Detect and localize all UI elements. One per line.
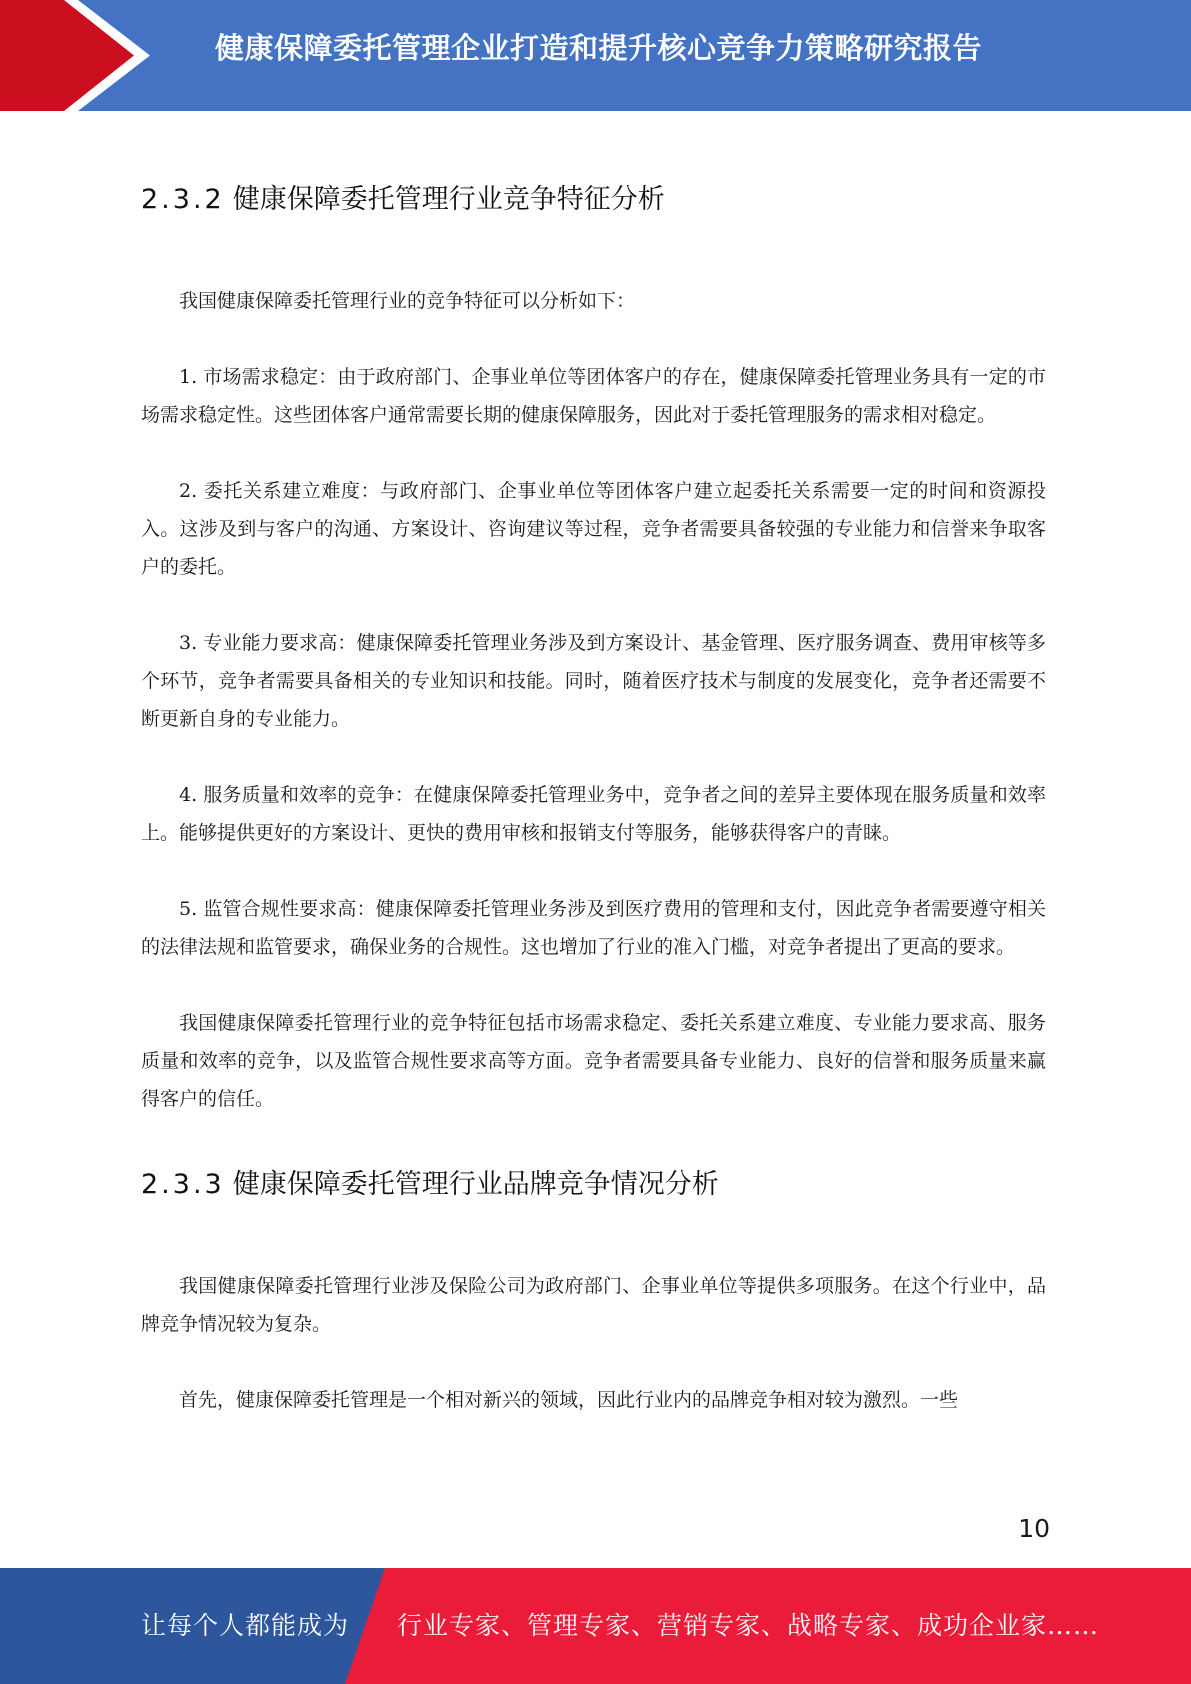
section-number: 2.3.3	[141, 1169, 225, 1200]
paragraph: 4. 服务质量和效率的竞争：在健康保障委托管理业务中，竞争者之间的差异主要体现在服务质量和效率上。能够提供更好的方案设计、更快的费用审核和报销支付等服务，能够获得客户的青睐。	[141, 784, 1046, 844]
header-chevron-decoration	[0, 0, 160, 111]
page-footer-band	[0, 1568, 1191, 1684]
section-number: 2.3.2	[141, 184, 225, 215]
paragraph: 1. 市场需求稳定：由于政府部门、企事业单位等团体客户的存在，健康保障委托管理业务具有一定的市场需求稳定性。这些团体客户通常需要长期的健康保障服务，因此对于委托管理服务的需求相对稳定。	[141, 366, 1046, 426]
paragraph: 2. 委托关系建立难度：与政府部门、企事业单位等团体客户建立起委托关系需要一定的时间和资源投入。这涉及到与客户的沟通、方案设计、咨询建议等过程，竞争者需要具备较强的专业能力和信誉来争取客户的委托。	[141, 480, 1046, 578]
page-content	[141, 175, 1046, 1419]
paragraph: 首先，健康保障委托管理是一个相对新兴的领域，因此行业内的品牌竞争相对较为激烈。一些	[179, 1389, 959, 1411]
paragraph: 5. 监管合规性要求高：健康保障委托管理业务涉及到医疗费用的管理和支付，因此竞争者需要遵守相关的法律法规和监管要求，确保业务的合规性。这也增加了行业的准入门槛，对竞争者提出了更高的要求。	[141, 898, 1046, 958]
footer-slogan-left: 让每个人都能成为	[141, 1611, 350, 1640]
section-title: 健康保障委托管理行业品牌竞争情况分析	[232, 1169, 719, 1200]
section-heading	[141, 175, 1046, 225]
paragraph: 我国健康保障委托管理行业涉及保险公司为政府部门、企事业单位等提供多项服务。在这个行业中，品牌竞争情况较为复杂。	[141, 1275, 1046, 1335]
paragraph: 3. 专业能力要求高：健康保障委托管理业务涉及到方案设计、基金管理、医疗服务调查、费用审核等多个环节，竞争者需要具备相关的专业知识和技能。同时，随着医疗技术与制度的发展变化，竞争者还需要不断更新自身的专业能力。	[141, 632, 1046, 730]
report-title: 健康保障委托管理企业打造和提升核心竞争力策略研究报告	[215, 31, 983, 65]
section-heading	[141, 1160, 1046, 1210]
footer-slogan-right: 行业专家、管理专家、营销专家、战略专家、成功企业家……	[397, 1611, 1100, 1640]
page-number: 10	[1018, 1514, 1050, 1543]
paragraph: 我国健康保障委托管理行业的竞争特征可以分析如下：	[179, 290, 636, 312]
paragraph: 我国健康保障委托管理行业的竞争特征包括市场需求稳定、委托关系建立难度、专业能力要求高、服务质量和效率的竞争，以及监管合规性要求高等方面。竞争者需要具备专业能力、良好的信誉和服务质量来赢得客户的信任。	[141, 1012, 1046, 1110]
section-title: 健康保障委托管理行业竞争特征分析	[232, 184, 665, 215]
page-header-band	[0, 0, 1191, 111]
